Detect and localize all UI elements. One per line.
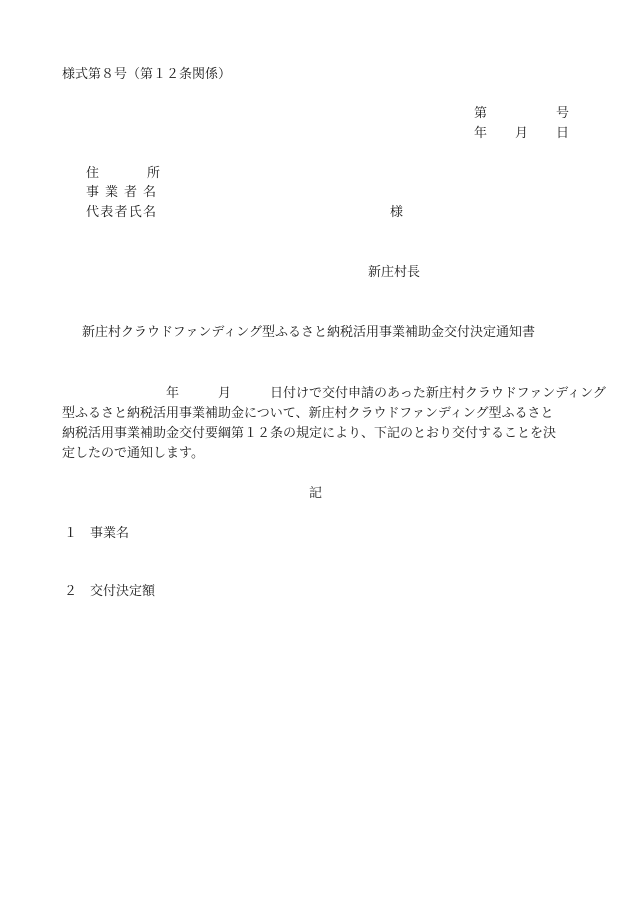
form-label: 様式第８号（第１２条関係） (62, 67, 232, 82)
body-line: 納税活用事業補助金交付要綱第１２条の規定により、下記のとおり交付することを決 (62, 426, 557, 441)
date-year-label: 年 (474, 126, 488, 141)
number-prefix: 第 (474, 106, 488, 121)
body-line: 定したので通知します。 (62, 446, 204, 461)
document-title: 新庄村クラウドファンディング型ふるさと納税活用事業補助金交付決定通知書 (82, 325, 536, 340)
item-number: ２ (64, 584, 78, 599)
date-day-label: 日 (556, 126, 570, 141)
item-label: 事業名 (90, 526, 130, 541)
date-month-label: 月 (515, 126, 529, 141)
item-number: １ (64, 526, 78, 541)
representative-name-label: 代 表 者 氏 名 (86, 205, 156, 220)
business-name-label: 事 業 者 名 (86, 185, 156, 200)
item-grant-amount (64, 585, 155, 598)
issuer-name: 新庄村長 (368, 265, 421, 280)
body-line: 年 月 日付けで交付申請のあった新庄村クラウドファンディング (62, 386, 606, 401)
honorific: 様 (390, 205, 404, 220)
number-suffix: 号 (556, 106, 570, 121)
item-label: 交付決定額 (90, 584, 156, 599)
body-paragraph (62, 384, 606, 464)
item-business-name (64, 527, 129, 540)
ki-heading: 記 (309, 486, 323, 501)
body-line: 型ふるさと納税活用事業補助金について、新庄村クラウドファンディング型ふるさと (62, 406, 554, 421)
address-label: 住 所 (86, 166, 160, 181)
